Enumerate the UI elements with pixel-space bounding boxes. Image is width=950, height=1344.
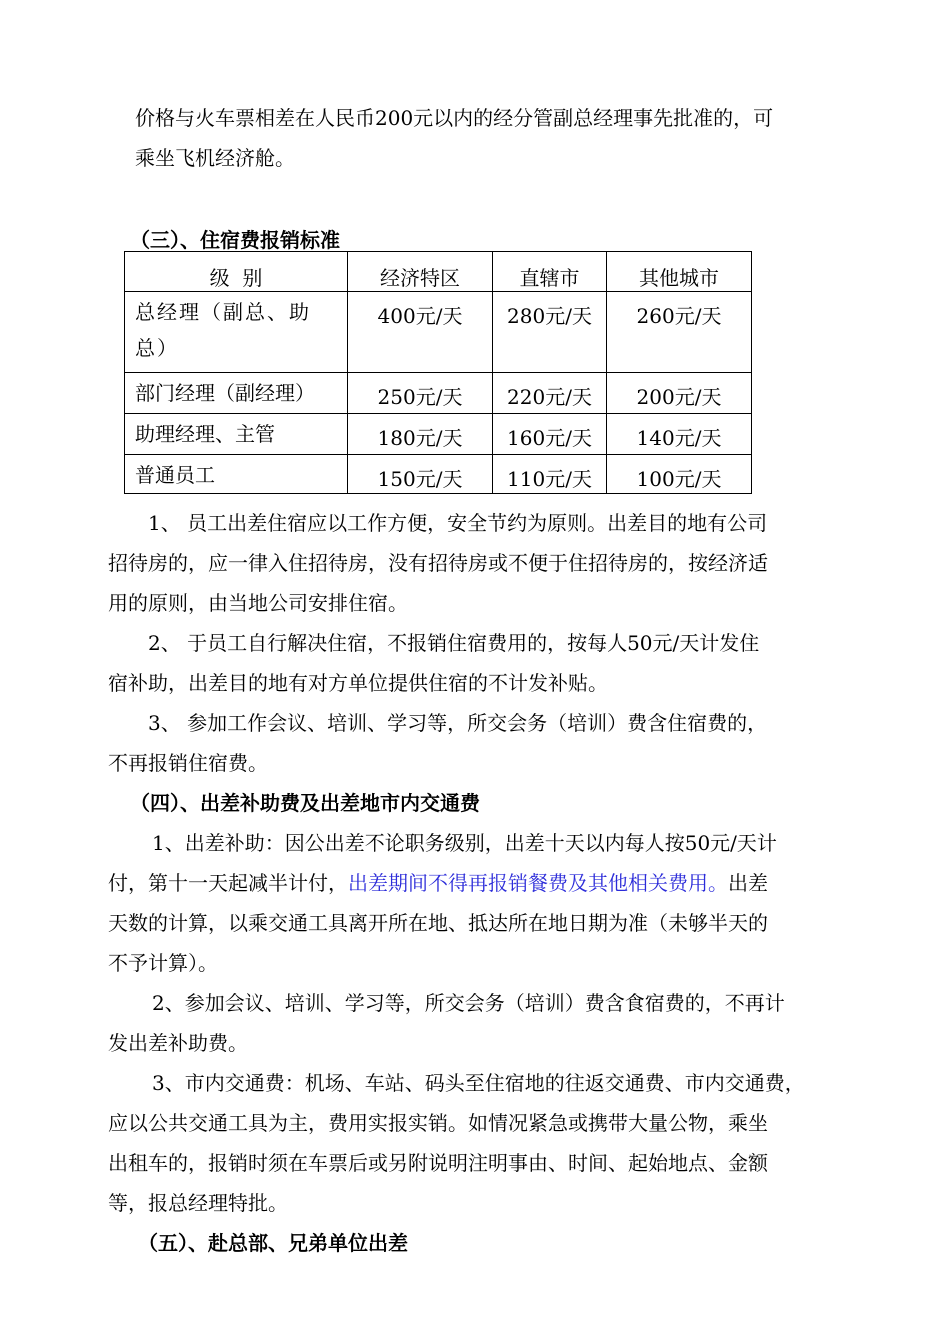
s4-p1-line-4: 不予计算）。 bbox=[108, 951, 218, 975]
rate-cell: 150元/天 bbox=[348, 455, 493, 494]
s3-p1-line-3: 用的原则，由当地公司安排住宿。 bbox=[108, 591, 408, 615]
section-4-heading: （四）、出差补助费及出差地市内交通费 bbox=[130, 791, 480, 815]
header-other-city: 其他城市 bbox=[607, 252, 752, 292]
s4-p3-line-2: 应以公共交通工具为主，费用实报实销。如情况紧急或携带大量公物，乘坐 bbox=[108, 1111, 768, 1135]
s4-p2-line-2: 发出差补助费。 bbox=[108, 1031, 248, 1055]
header-sez: 经济特区 bbox=[348, 252, 493, 292]
level-cell: 助理经理、主管 bbox=[125, 414, 348, 455]
section-3-heading: （三）、住宿费报销标准 bbox=[130, 228, 340, 252]
s4-p1-line-2 bbox=[108, 869, 768, 897]
rate-cell: 160元/天 bbox=[493, 414, 607, 455]
rate-cell: 100元/天 bbox=[607, 455, 752, 494]
rate-cell: 280元/天 bbox=[493, 292, 607, 373]
rate-cell: 200元/天 bbox=[607, 373, 752, 414]
s3-p2-line-1: 2、 于员工自行解决住宿，不报销住宿费用的，按每人50元/天计发住 bbox=[148, 631, 760, 655]
table-row bbox=[125, 455, 752, 494]
s4-p1-line-2-post: 出差 bbox=[728, 871, 768, 895]
level-cell: 普通员工 bbox=[125, 455, 348, 494]
s4-p3-line-4: 等，报总经理特批。 bbox=[108, 1191, 288, 1215]
section-5-heading: （五）、赴总部、兄弟单位出差 bbox=[138, 1231, 408, 1255]
intro-line-2: 乘坐飞机经济舱。 bbox=[135, 146, 295, 170]
s4-p3-line-3: 出租车的，报销时须在车票后或另附说明注明事由、时间、起始地点、金额 bbox=[108, 1151, 768, 1175]
table-row bbox=[125, 414, 752, 455]
rate-cell: 400元/天 bbox=[348, 292, 493, 373]
rate-cell: 250元/天 bbox=[348, 373, 493, 414]
lodging-rate-table bbox=[124, 251, 752, 494]
s3-p2-line-2: 宿补助，出差目的地有对方单位提供住宿的不计发补贴。 bbox=[108, 671, 608, 695]
s3-p3-line-1: 3、 参加工作会议、培训、学习等，所交会务（培训）费含住宿费的， bbox=[148, 711, 768, 735]
rate-cell: 180元/天 bbox=[348, 414, 493, 455]
s4-p1-line-3: 天数的计算，以乘交通工具离开所在地、抵达所在地日期为准（未够半天的 bbox=[108, 911, 768, 935]
rate-cell: 220元/天 bbox=[493, 373, 607, 414]
level-text-line2: 总） bbox=[135, 336, 179, 360]
rate-cell: 260元/天 bbox=[607, 292, 752, 373]
rate-cell: 140元/天 bbox=[607, 414, 752, 455]
rate-cell: 110元/天 bbox=[493, 455, 607, 494]
level-cell: 部门经理（副经理） bbox=[125, 373, 348, 414]
s3-p1-line-1: 1、 员工出差住宿应以工作方便，安全节约为原则。出差目的地有公司 bbox=[148, 511, 768, 535]
s3-p1-line-2: 招待房的，应一律入住招待房，没有招待房或不便于住招待房的，按经济适 bbox=[108, 551, 768, 575]
s4-p1-line-2-pre: 付，第十一天起减半计付， bbox=[108, 871, 348, 895]
intro-line-1: 价格与火车票相差在人民币200元以内的经分管副总经理事先批准的，可 bbox=[135, 106, 774, 130]
s4-p2-line-1: 2、参加会议、培训、学习等，所交会务（培训）费含食宿费的，不再计 bbox=[152, 991, 785, 1015]
table-row bbox=[125, 373, 752, 414]
table-header-row bbox=[125, 252, 752, 292]
header-level: 级 别 bbox=[125, 252, 348, 292]
s4-p1-highlight: 出差期间不得再报销餐费及其他相关费用。 bbox=[348, 871, 728, 895]
table-row bbox=[125, 292, 752, 373]
header-municipality: 直辖市 bbox=[493, 252, 607, 292]
level-text-line1: 总经理（副总、助 bbox=[135, 300, 311, 324]
level-cell bbox=[125, 292, 348, 373]
s4-p1-line-1: 1、出差补助：因公出差不论职务级别，出差十天以内每人按50元/天计 bbox=[152, 831, 777, 855]
s4-p3-line-1: 3、市内交通费：机场、车站、码头至住宿地的往返交通费、市内交通费， bbox=[152, 1071, 805, 1095]
s3-p3-line-2: 不再报销住宿费。 bbox=[108, 751, 268, 775]
